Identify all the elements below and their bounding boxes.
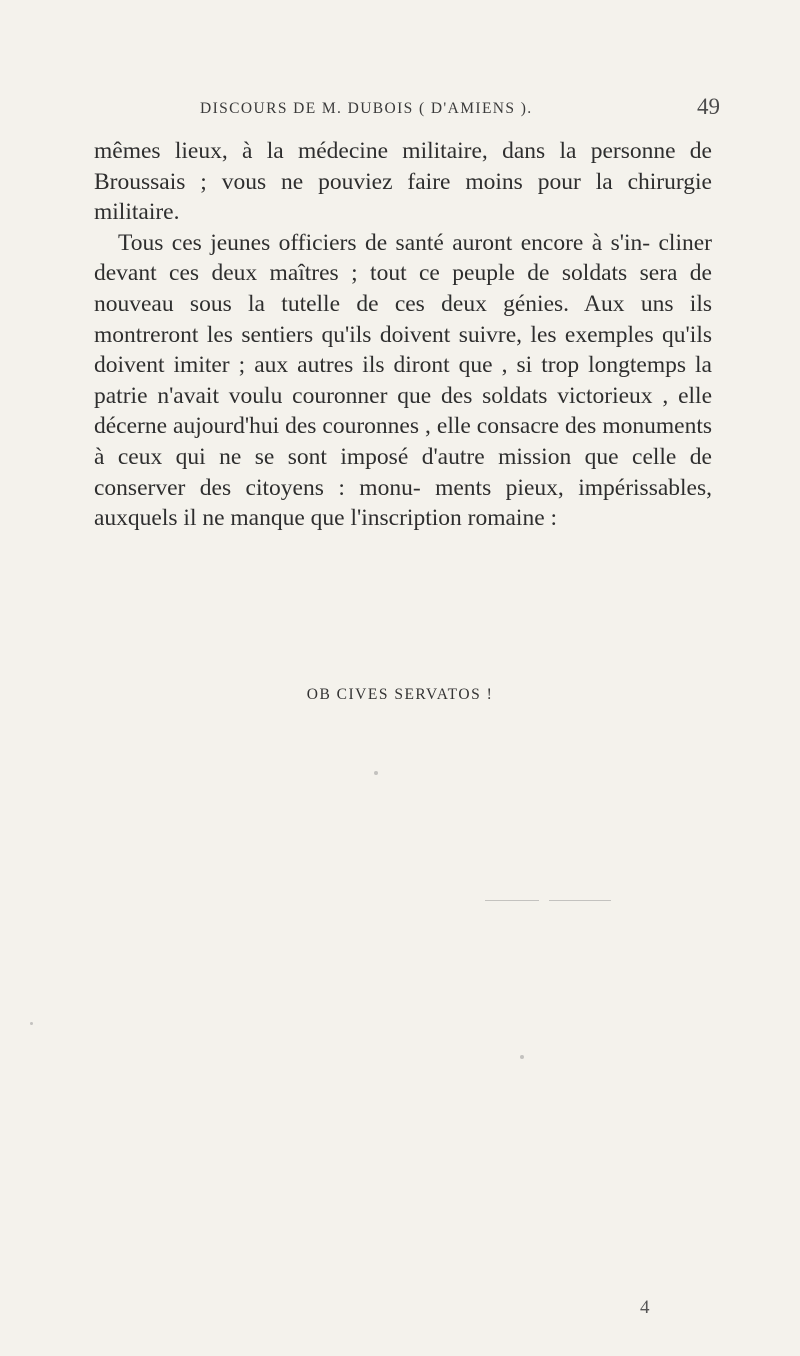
page-number: 49 <box>697 94 720 119</box>
running-head <box>200 94 720 126</box>
paragraph-continuation: mêmes lieux, à la médecine militaire, dans la personne de Broussais ; vous ne pouviez faire moins pour la chirurgie militaire. <box>94 138 712 226</box>
rule-segment-left <box>485 900 539 901</box>
latin-inscription: OB CIVES SERVATOS ! <box>306 686 494 703</box>
ink-speck <box>520 1055 524 1059</box>
body-text <box>94 136 712 534</box>
ink-speck <box>374 771 378 775</box>
faint-ornament-rule <box>485 900 625 904</box>
paragraph-main: Tous ces jeunes officiers de santé auront encore à s'in- cliner devant ces deux maîtres ; tout ce peuple de soldats sera de nouveau sous la tutelle de ces deux génies. Aux uns ils montreront les sentiers qu'ils doivent suivre, les exemples qu'ils doivent imiter ; aux autres ils diront que , si trop longtemps la patrie n'avait voulu couronner que des soldats victorieux , elle décerne aujourd'hui des couronnes , elle consacre des monuments à ceux qui ne se sont imposé d'autre mission que celle de conserver des citoyens : monu- ments pieux, impérissables, auxquels il ne manque que l'inscription romaine : <box>94 229 712 532</box>
running-title: DISCOURS DE M. DUBOIS ( D'AMIENS ). <box>200 100 533 117</box>
signature-mark: 4 <box>640 1297 650 1318</box>
ink-speck <box>30 1022 33 1025</box>
rule-segment-right <box>549 900 611 901</box>
